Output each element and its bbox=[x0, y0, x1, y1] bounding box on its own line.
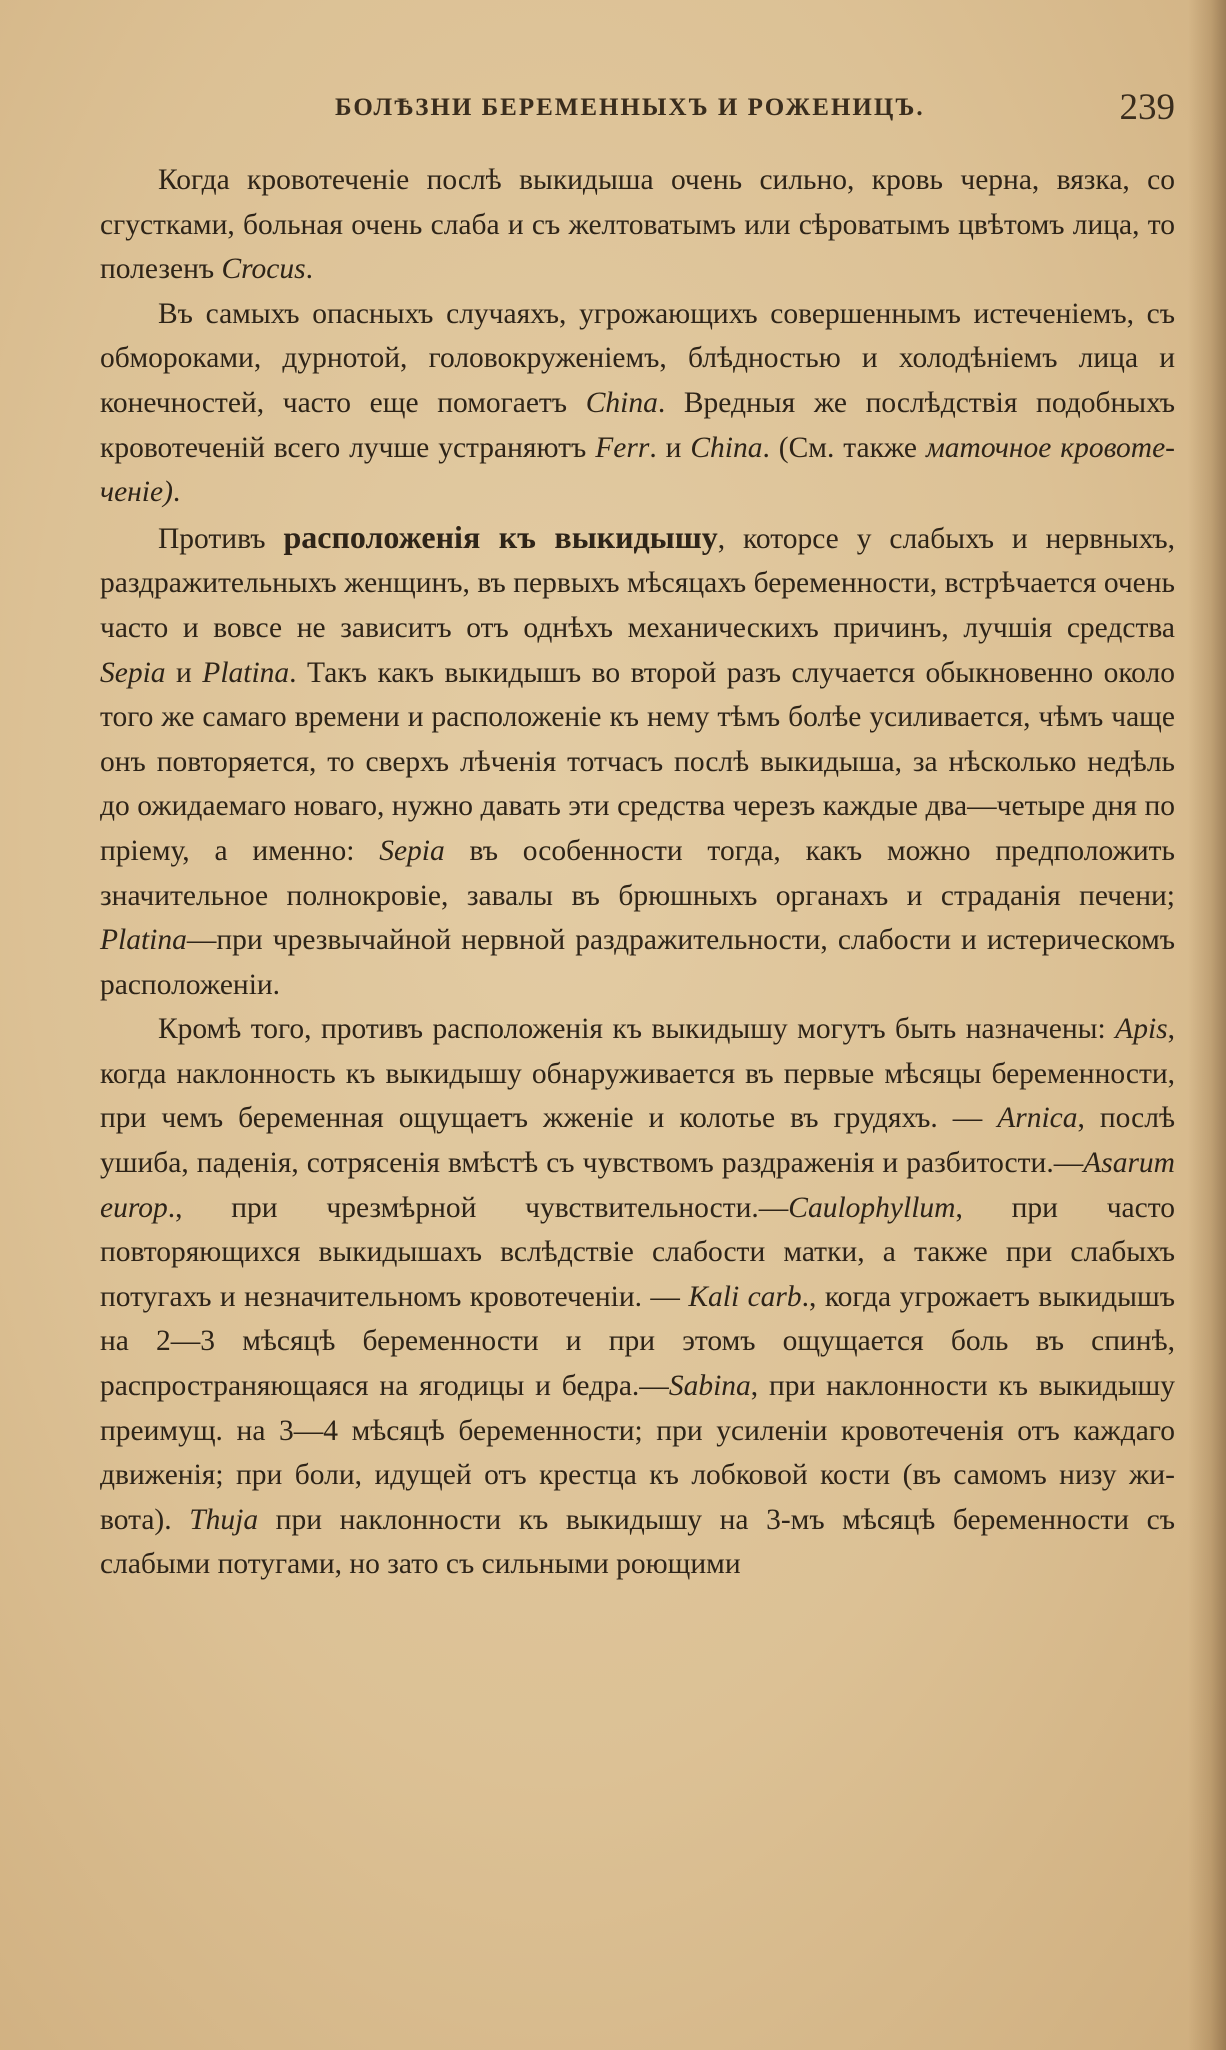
text-run: , при часто повторяющихся выкидышахъ вслѣдствіе слабости матки, а также при слабыхъ потугахъ и незначительномъ кровотеченіи. — bbox=[100, 1191, 1175, 1313]
text-run: Когда кровотеченіе послѣ выкидыша очень сильно, кровь черна, вязка, со сгустками, больная очень слаба и съ желтоватымъ или сѣроватымъ цвѣтомъ лица, то полезенъ bbox=[100, 164, 1175, 286]
text-run: Противъ bbox=[158, 522, 284, 555]
italic-run: Sepia bbox=[379, 834, 445, 867]
page-header bbox=[100, 86, 1175, 132]
italic-run: Ferr bbox=[595, 431, 650, 464]
italic-run: Sepia bbox=[100, 656, 166, 689]
italic-run: Platina bbox=[100, 924, 187, 957]
text-run: Въ самыхъ опасныхъ случаяхъ, угрожающихъ совершеннымъ истеченіемъ, съ обмороками, дурнотой, головокруженіемъ, блѣдностью и холодѣніемъ лица и конечностей, часто еще помогаетъ bbox=[100, 297, 1175, 419]
italic-run: Thuja bbox=[189, 1503, 259, 1536]
italic-run: Arnica bbox=[997, 1102, 1078, 1135]
italic-run: Kali carb bbox=[688, 1280, 802, 1313]
text-run: и bbox=[165, 656, 203, 689]
text-run: —при чрезвычайной нервной раздражительности, слабости и истерическомъ расположеніи. bbox=[100, 924, 1175, 1001]
paragraph-4 bbox=[100, 1007, 1175, 1587]
text-run: , при наклонности къ выкидышу преимущ. на 3—4 мѣсяцѣ беременности; при усиленіи кровотеченія отъ каждаго движенія; при боли, идущей отъ крестца къ лобковой кости (въ самомъ низу живота). bbox=[100, 1370, 1175, 1536]
text-run: ., при чрезмѣрной чувствительности.— bbox=[167, 1191, 789, 1224]
italic-run: Platina bbox=[202, 656, 290, 689]
italic-run: China bbox=[585, 386, 658, 419]
running-title: БОЛѢЗНИ БЕРЕМЕННЫХЪ И РОЖЕНИЦЪ. bbox=[335, 94, 925, 121]
text-run: . Вредныя же послѣдствія подобныхъ кровотеченій всего лучше устраняютъ bbox=[100, 386, 1175, 464]
text-run: въ особенности тогда, какъ можно предположить значительное полнокровіе, завалы въ брюшныхъ органахъ и страданія печени; bbox=[100, 834, 1175, 912]
italic-run: Asarum europ bbox=[100, 1147, 1175, 1224]
bold-run: расположенія къ выкидышу bbox=[283, 518, 718, 555]
text-run: при наклонности къ выкидышу на 3-мъ мѣсяцѣ беременности съ слабыми потугами, но зато съ сильными роющими bbox=[100, 1503, 1175, 1581]
page-number: 239 bbox=[1119, 87, 1175, 128]
text-run: ., когда угрожаетъ выкидышъ на 2—3 мѣсяцѣ беременности и при этомъ ощущается боль въ спинѣ, распространяющаяся на ягодицы и бедра.— bbox=[100, 1280, 1175, 1403]
body-text bbox=[100, 158, 1175, 1587]
page-spine-shadow bbox=[1188, 0, 1226, 2050]
text-run: , которсе у слабыхъ и нервныхъ, раздражительныхъ женщинъ, въ первыхъ мѣсяцахъ беременности, встрѣчается очень часто и вовсе не зависитъ отъ однѣхъ механическихъ причинъ, лучшія средства bbox=[100, 522, 1175, 644]
text-run: . bbox=[305, 253, 314, 286]
italic-run: China bbox=[690, 431, 763, 464]
italic-run: маточное кровотеченіе) bbox=[100, 431, 1175, 509]
text-run: , когда наклонность къ выкидышу обнаруживается въ первые мѣсяцы беременности, при чемъ беременная ощущаетъ жженіе и колотье въ грудяхъ. — bbox=[100, 1013, 1175, 1135]
paragraph-1 bbox=[100, 158, 1175, 292]
italic-run: Caulophyllum bbox=[788, 1191, 956, 1224]
text-run: Кромѣ того, противъ расположенія къ выкидышу могутъ быть назначены: bbox=[158, 1013, 1116, 1046]
text-run: . Такъ какъ выкидышъ во второй разъ случается обыкновенно около того же самаго времени и расположеніе къ нему тѣмъ болѣе усиливается, чѣмъ чаще онъ повторяется, то сверхъ лѣченія тотчасъ послѣ выкидыша, за нѣсколько недѣль до ожидаемаго новаго, нужно давать эти средства черезъ каждые два—четыре дня по пріему, а именно: bbox=[100, 656, 1175, 867]
paragraph-2 bbox=[100, 292, 1175, 515]
text-run: . bbox=[172, 476, 181, 509]
text-run: , послѣ ушиба, паденія, сотрясенія вмѣстѣ съ чувствомъ раздраженія и разбитости.— bbox=[100, 1102, 1175, 1180]
italic-run: Crocus bbox=[221, 253, 306, 286]
paragraph-3 bbox=[100, 515, 1175, 1008]
italic-run: Sabina bbox=[668, 1370, 751, 1403]
text-run: . и bbox=[649, 431, 691, 464]
text-run: . (См. также bbox=[762, 431, 926, 464]
italic-run: Apis bbox=[1115, 1013, 1168, 1046]
